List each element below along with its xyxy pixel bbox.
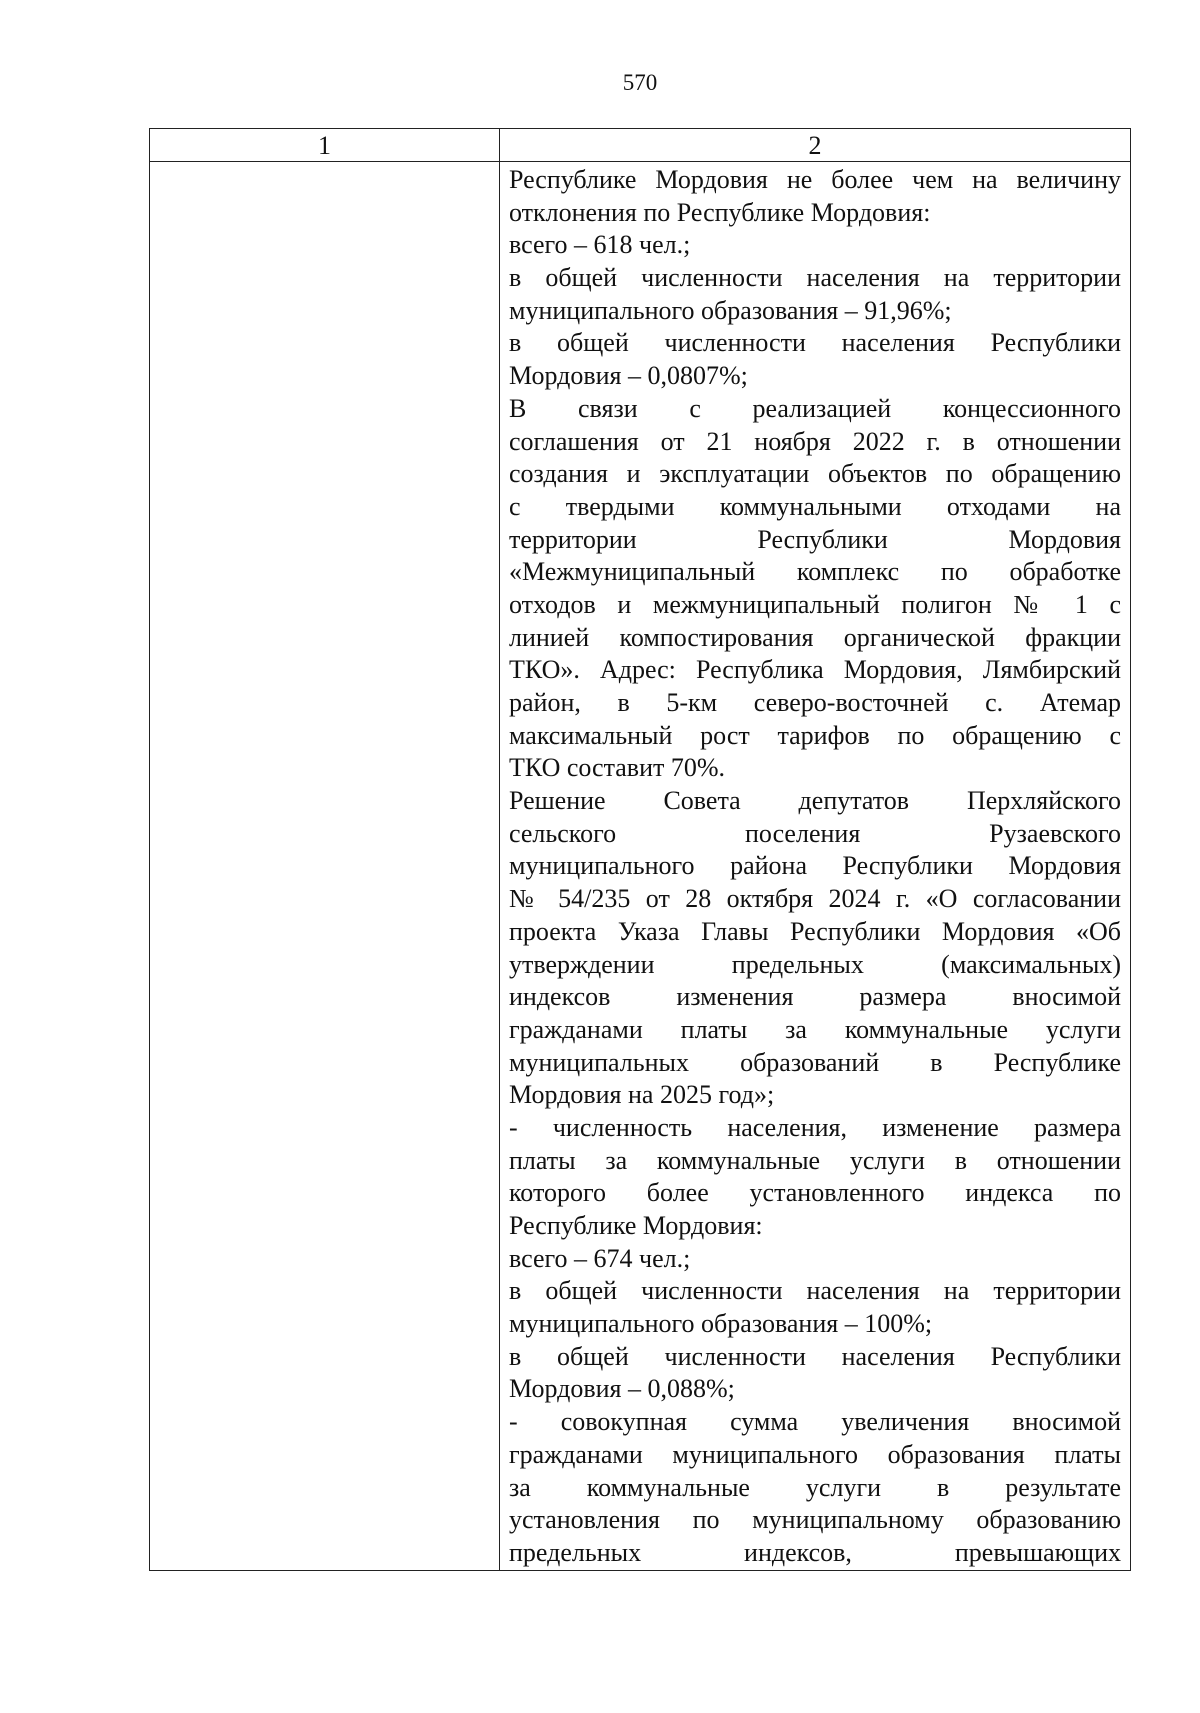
text-line: ТКО составит 70%.: [509, 753, 726, 783]
text-line: Мордовия на 2025 год»;: [509, 1080, 775, 1110]
text-line: всего – 674 чел.;: [509, 1243, 691, 1273]
text-line: предельных индексов, превышающих: [509, 1537, 1121, 1567]
text-line: № 54/235 от 28 октября 2024 г. «О согласовании: [509, 884, 1121, 914]
text-line: гражданами платы за коммунальные услуги: [509, 1014, 1121, 1044]
text-line: установления по муниципальному образованию: [509, 1505, 1121, 1535]
text-line: линией компостирования органической фракции: [509, 622, 1121, 652]
text-line: отходов и межмуниципальный полигон № 1 с: [509, 589, 1121, 619]
text-line: соглашения от 21 ноября 2022 г. в отношении: [509, 426, 1121, 456]
table-cell-column-2: [509, 164, 1121, 1570]
text-line: утверждении предельных (максимальных): [509, 949, 1121, 979]
text-line: в общей численности населения Республики: [509, 328, 1121, 358]
column-header-2: 2: [808, 131, 822, 160]
text-line: муниципального образования – 100%;: [509, 1309, 933, 1339]
text-line: Решение Совета депутатов Перхляйского: [509, 786, 1121, 816]
table-cell-column-1: [150, 162, 499, 1570]
text-line: - совокупная сумма увеличения вносимой: [509, 1407, 1121, 1437]
text-line: территории Республики Мордовия: [509, 524, 1121, 554]
text-line: Мордовия – 0,0807%;: [509, 361, 748, 391]
text-line: за коммунальные услуги в результате: [509, 1472, 1121, 1502]
text-line: в общей численности населения Республики: [509, 1341, 1121, 1371]
text-line: Республике Мордовия не более чем на величину: [509, 165, 1121, 194]
text-line: ТКО». Адрес: Республика Мордовия, Лямбирский: [509, 655, 1121, 685]
column-header-1: 1: [318, 131, 331, 160]
document-table: [149, 128, 1131, 1571]
text-line: всего – 618 чел.;: [509, 230, 691, 260]
text-line: «Межмуниципальный комплекс по обработке: [509, 557, 1121, 587]
text-line: в общей численности населения на территории: [509, 263, 1121, 293]
text-line: с твердыми коммунальными отходами на: [509, 491, 1121, 521]
text-line: гражданами муниципального образования платы: [509, 1439, 1121, 1469]
text-line: индексов изменения размера вносимой: [509, 982, 1121, 1012]
text-line: район, в 5-км северо-восточней с. Атемар: [509, 688, 1121, 717]
text-line: которого более установленного индекса по: [509, 1178, 1121, 1208]
text-line: Мордовия – 0,088%;: [509, 1374, 735, 1404]
text-line: муниципальных образований в Республике: [509, 1047, 1121, 1077]
text-line: муниципального района Республики Мордовия: [509, 851, 1121, 881]
table-header-row: [150, 129, 1130, 162]
text-line: в общей численности населения на территории: [509, 1276, 1121, 1306]
text-line: Республике Мордовия:: [509, 1211, 763, 1240]
text-line: сельского поселения Рузаевского: [509, 818, 1121, 848]
text-line: В связи с реализацией концессионного: [509, 393, 1121, 423]
text-line: отклонения по Республике Мордовия:: [509, 197, 931, 227]
text-line: муниципального образования – 91,96%;: [509, 295, 952, 325]
text-line: - численность населения, изменение размера: [509, 1112, 1121, 1142]
text-line: проекта Указа Главы Республики Мордовия «Об: [509, 916, 1121, 946]
column-divider: [499, 129, 500, 1570]
text-line: создания и эксплуатации объектов по обращению: [509, 459, 1121, 489]
text-line: максимальный рост тарифов по обращению с: [509, 720, 1121, 750]
text-line: платы за коммунальные услуги в отношении: [509, 1145, 1121, 1175]
page-number: 570: [622, 70, 658, 95]
